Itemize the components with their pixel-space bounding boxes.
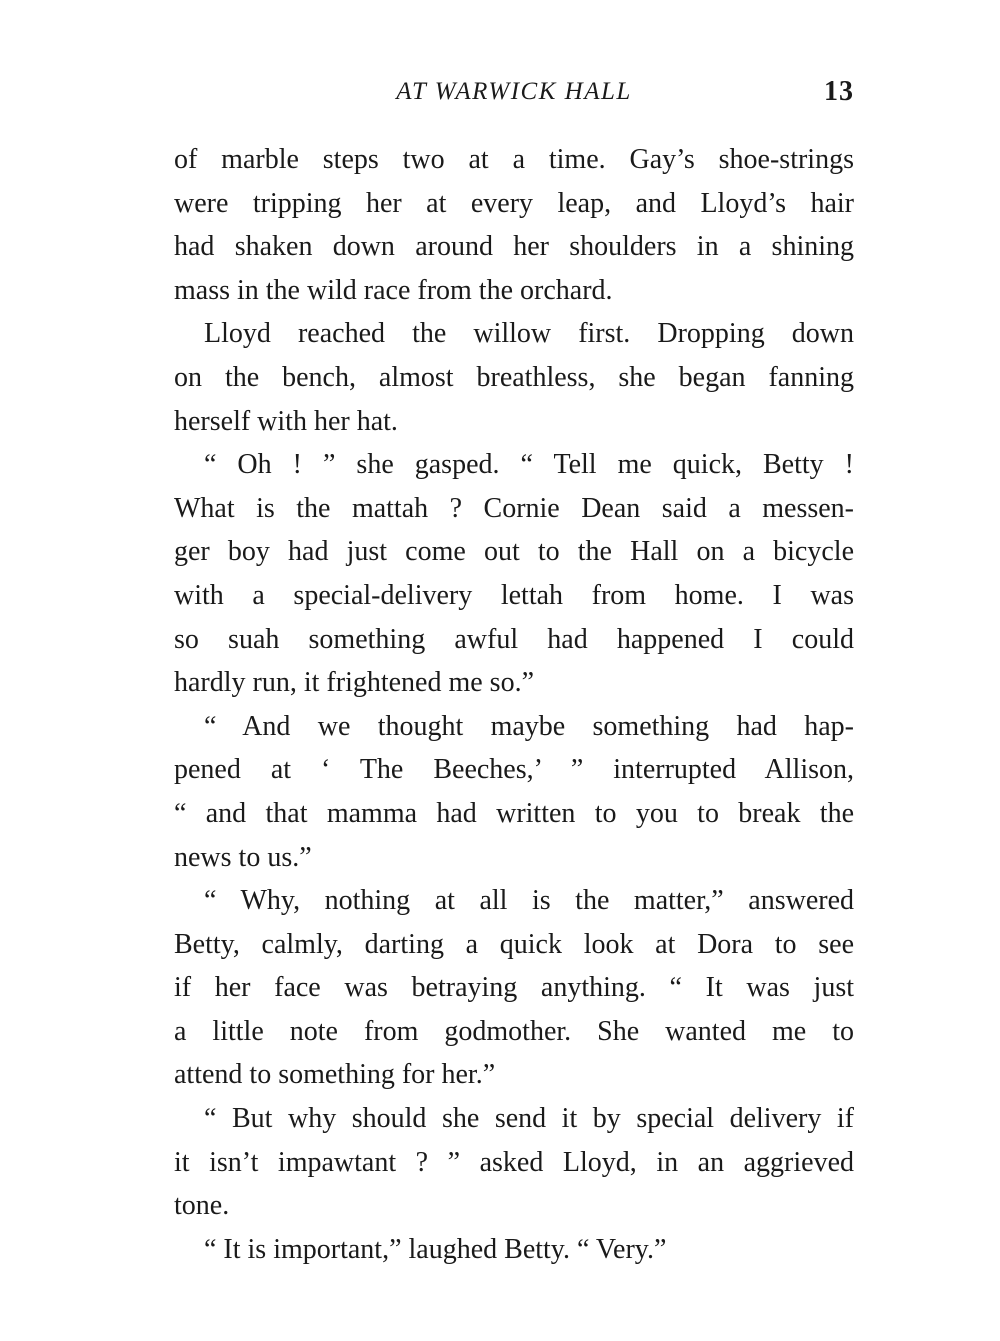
paragraph xyxy=(174,1097,854,1228)
text-line: “ and that mamma had written to you to break the xyxy=(174,797,854,829)
text-line: mass in the wild race from the orchard. xyxy=(174,274,613,306)
running-title: AT WARWICK HALL xyxy=(396,78,632,105)
text-line: “ It is important,” laughed Betty. “ Very.” xyxy=(204,1233,667,1265)
text-line: tone. xyxy=(174,1190,230,1222)
text-line: had shaken down around her shoulders in a shining xyxy=(174,231,854,263)
paragraph xyxy=(174,312,854,443)
text-line: on the bench, almost breathless, she began fanning xyxy=(174,361,854,393)
paragraph xyxy=(174,1228,854,1272)
text-line: hardly run, it frightened me so.” xyxy=(174,667,535,699)
text-line: “ Why, nothing at all is the matter,” answered xyxy=(204,885,854,917)
text-line: were tripping her at every leap, and Lloyd’s hair xyxy=(174,187,854,219)
text-line: pened at ‘ The Beeches,’ ” interrupted Allison, xyxy=(174,754,854,786)
text-line: a little note from godmother. She wanted me to xyxy=(174,1015,854,1047)
paragraph xyxy=(174,138,854,312)
text-line: Lloyd reached the willow first. Dropping down xyxy=(204,318,854,350)
text-line: so suah something awful had happened I could xyxy=(174,623,854,655)
text-line: if her face was betraying anything. “ It was just xyxy=(174,972,854,1004)
paragraph xyxy=(174,443,854,705)
text-line: with a special-delivery lettah from home. I was xyxy=(174,579,854,611)
paragraph xyxy=(174,705,854,879)
text-line: “ And we thought maybe something had hap- xyxy=(204,710,854,742)
text-line: attend to something for her.” xyxy=(174,1059,496,1091)
text-line: “ Oh ! ” she gasped. “ Tell me quick, Betty ! xyxy=(204,449,854,481)
page-number: 13 xyxy=(824,76,854,107)
text-line: Betty, calmly, darting a quick look at Dora to see xyxy=(174,928,854,960)
body-text xyxy=(174,138,854,1271)
text-line: ger boy had just come out to the Hall on a bicycle xyxy=(174,536,854,568)
text-line: “ But why should she send it by special delivery if xyxy=(204,1103,854,1135)
text-line: news to us.” xyxy=(174,841,312,873)
text-line: herself with her hat. xyxy=(174,405,398,437)
text-line: of marble steps two at a time. Gay’s shoe-strings xyxy=(174,144,854,175)
paragraph xyxy=(174,879,854,1097)
running-head xyxy=(174,78,854,114)
text-line: it isn’t impawtant ? ” asked Lloyd, in an aggrieved xyxy=(174,1146,854,1178)
text-line: What is the mattah ? Cornie Dean said a messen- xyxy=(174,492,854,524)
